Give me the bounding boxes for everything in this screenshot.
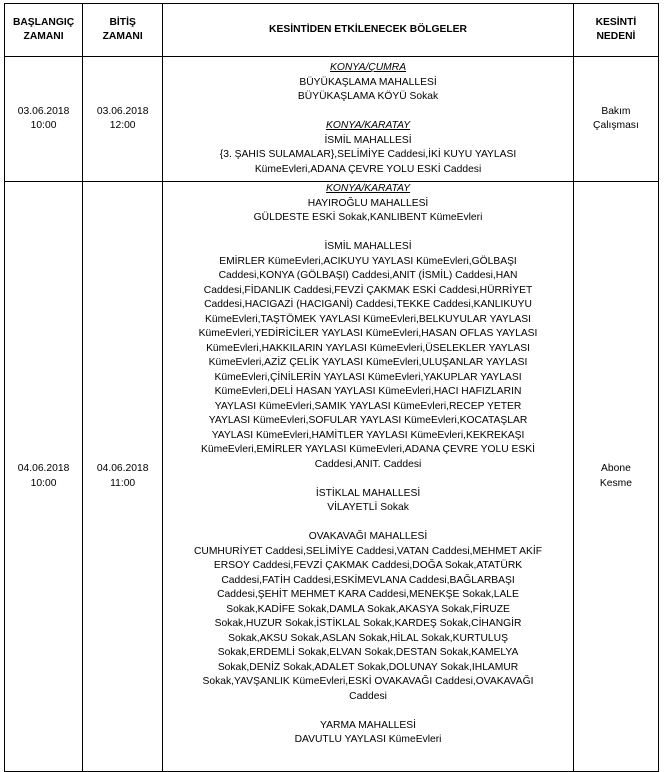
area-group: [163, 487, 573, 516]
start-time-cell: 03.06.2018 10:00: [5, 57, 83, 182]
area-line: KümeEvleri,DELİ HASAN YAYLASI KümeEvleri,HACI HAFIZLARIN: [214, 386, 522, 397]
area-line: Caddesi: [349, 690, 387, 702]
affected-areas-cell: [163, 57, 574, 182]
neighborhood-name: İSMİL MAHALLESİ: [324, 241, 412, 252]
area-line: Sokak,DENİZ Sokak,ADALET Sokak,DOLUNAY Sokak,IHLAMUR: [217, 661, 519, 673]
area-group: [163, 197, 573, 226]
area-line: KümeEvleri,YEDİRİCİLER YAYLASI KümeEvleri,HASAN OFLAS YAYLASI: [198, 328, 538, 339]
area-line: YAYLASI KümeEvleri,SAMIK YAYLASI KümeEvleri,RECEP YETER: [214, 400, 522, 412]
area-line: Caddesi,ANIT. Caddesi: [314, 458, 422, 470]
area-line: Sokak,ERDEMLİ Sokak,ELVAN Sokak,DESTAN Sokak,KAMELYA: [217, 647, 519, 658]
area-line: Caddesi,FATİH Caddesi,ESKİMEVLANA Caddesi,BAĞLARBAŞI: [221, 574, 515, 586]
region-label: KONYA/ÇUMRA: [329, 62, 407, 73]
table-row: [5, 182, 659, 772]
area-line: Sokak,AKSU Sokak,ASLAN Sokak,HİLAL Sokak,KURTULUŞ: [228, 632, 508, 644]
reason-cell: Bakım Çalışması: [573, 57, 658, 182]
area-group: [163, 719, 573, 748]
area-group: [163, 530, 573, 704]
area-line: YAYLASI KümeEvleri,SOFULAR YAYLASI KümeEvleri,KOCATAŞLAR: [208, 415, 528, 426]
table-row: [5, 57, 659, 182]
area-groups: [163, 197, 573, 748]
area-line: KümeEvleri,TAŞTÖMEK YAYLASI KümeEvleri,BELKUYULAR YAYLASI: [205, 313, 532, 325]
area-line: CUMHURİYET Caddesi,SELİMİYE Caddesi,VATAN Caddesi,MEHMET AKİF: [193, 545, 543, 557]
neighborhood-name: HAYIROĞLU MAHALLESİ: [307, 197, 429, 209]
area-line: Caddesi,KONYA (GÖLBAŞI) Caddesi,ANIT (İSMİL) Caddesi,HAN: [218, 270, 518, 281]
region-label: KONYA/KARATAY: [325, 183, 411, 194]
area-line: KümeEvleri,HAKKILARIN YAYLASI KümeEvleri,ÜSELEKLER YAYLASI: [206, 342, 530, 354]
area-line: Sokak,KADİFE Sokak,DAMLA Sokak,AKASYA Sokak,FİRUZE: [226, 603, 510, 615]
header-start-time: BAŞLANGIÇ ZAMANI: [5, 4, 83, 57]
header-affected-areas: KESİNTİDEN ETKİLENECEK BÖLGELER: [163, 4, 574, 57]
area-line: KümeEvleri,ADANA ÇEVRE YOLU ESKİ Caddesi: [254, 163, 482, 175]
area-line: Caddesi,FİDANLIK Caddesi,FEVZİ ÇAKMAK ESKİ Caddesi,HÜRRİYET: [203, 284, 533, 296]
region-label: KONYA/KARATAY: [325, 120, 411, 131]
area-line: GÜLDESTE ESKİ Sokak,KANLIBENT KümeEvleri: [253, 212, 483, 223]
area-line: ERSOY Caddesi,FEVZİ ÇAKMAK Caddesi,DOĞA Sokak,ATATÜRK: [213, 560, 523, 571]
neighborhood-name: İSTİKLAL MAHALLESİ: [315, 487, 421, 499]
area-line: İSMİL MAHALLESİ: [324, 134, 412, 146]
area-line: KümeEvleri,EMİRLER YAYLASI KümeEvleri,ADANA ÇEVRE YOLU ESKİ: [201, 444, 536, 455]
area-group: [163, 240, 573, 472]
header-end-time: BİTİŞ ZAMANI: [83, 4, 163, 57]
area-line: Caddesi,ŞEHİT MEHMET KARA Caddesi,MENEKŞE Sokak,LALE: [217, 589, 519, 600]
outage-table: [4, 3, 659, 772]
header-row: [5, 4, 659, 57]
neighborhood-name: OVAKAVAĞI MAHALLESİ: [308, 531, 428, 542]
area-line: Caddesi,HACIGAZİ (HACIGANİ) Caddesi,TEKKE Caddesi,KANLIKUYU: [204, 299, 532, 310]
area-line: {3. ŞAHIS SULAMALAR},SELİMİYE Caddesi,İKİ KUYU YAYLASI: [219, 149, 517, 160]
area-line: BÜYÜKAŞLAMA MAHALLESİ: [299, 76, 437, 88]
reason-cell: Abone Kesme: [573, 182, 658, 772]
area-line: KümeEvleri,ÇİNİLERİN YAYLASI KümeEvleri,YAKUPLAR YAYLASI: [214, 371, 522, 383]
area-line: KümeEvleri,AZİZ ÇELİK YAYLASI KümeEvleri,ULUŞANLAR YAYLASI: [208, 357, 528, 368]
area-line: DAVUTLU YAYLASI KümeEvleri: [294, 734, 442, 745]
area-line: EMİRLER KümeEvleri,ACIKUYU YAYLASI KümeEvleri,GÖLBAŞI: [219, 255, 517, 267]
header-reason: KESİNTİ NEDENİ: [573, 4, 658, 57]
affected-areas-cell: [163, 182, 574, 772]
area-line: BÜYÜKAŞLAMA KÖYÜ Sokak: [297, 91, 439, 102]
area-group: [163, 119, 573, 177]
area-line: VİLAYETLİ Sokak: [327, 502, 409, 513]
neighborhood-name: YARMA MAHALLESİ: [320, 719, 416, 731]
area-line: YAYLASI KümeEvleri,HAMİTLER YAYLASI KümeEvleri,KEKREKAŞI: [211, 429, 525, 441]
end-time-cell: 04.06.2018 11:00: [83, 182, 163, 772]
start-time-cell: 04.06.2018 10:00: [5, 182, 83, 772]
end-time-cell: 03.06.2018 12:00: [83, 57, 163, 182]
area-group: [163, 61, 573, 105]
area-line: Sokak,HUZUR Sokak,İSTİKLAL Sokak,KARDEŞ Sokak,CİHANGİR: [214, 618, 522, 629]
area-line: Sokak,YAVŞANLIK KümeEvleri,ESKİ OVAKAVAĞI Caddesi,OVAKAVAĞI: [202, 676, 534, 687]
